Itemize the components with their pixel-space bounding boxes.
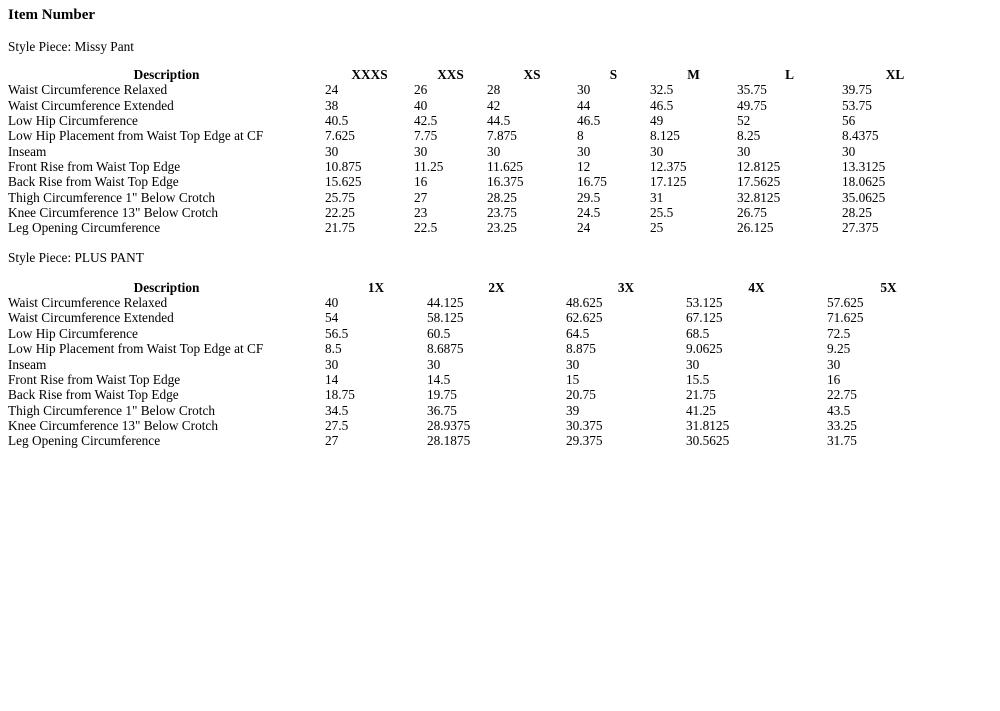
measurement-value: 62.625 [566, 310, 603, 326]
measurement-row [8, 205, 948, 220]
measurement-value: 26.125 [737, 220, 774, 236]
measurement-value: 41.25 [686, 402, 716, 418]
measurement-label: Low Hip Placement from Waist Top Edge at CF [8, 128, 264, 144]
measurement-value: 54 [325, 310, 339, 326]
measurement-label: Thigh Circumference 1" Below Crotch [8, 189, 216, 205]
measurement-value: 27.375 [842, 220, 879, 236]
measurement-value: 24 [577, 220, 591, 236]
measurement-label: Low Hip Circumference [8, 113, 138, 129]
measurement-row [8, 82, 948, 97]
size-column-header-5x: 5X [880, 279, 897, 295]
measurement-row [8, 128, 948, 143]
measurement-value: 18.75 [325, 387, 355, 403]
measurement-value: 24.5 [577, 205, 601, 221]
measurement-value: 16.375 [487, 174, 524, 190]
measurement-value: 49.75 [737, 97, 767, 113]
measurement-value: 28.9375 [427, 417, 471, 433]
measurement-value: 8.125 [650, 128, 680, 144]
measurement-value: 44.125 [427, 295, 464, 311]
measurement-label: Front Rise from Waist Top Edge [8, 371, 181, 387]
measurement-value: 64.5 [566, 325, 590, 341]
size-column-header-2x: 2X [488, 279, 505, 295]
measurement-label: Back Rise from Waist Top Edge [8, 387, 179, 403]
measurement-value: 13.3125 [842, 159, 886, 175]
measurement-value: 58.125 [427, 310, 464, 326]
measurement-value: 46.5 [577, 113, 601, 129]
measurement-label: Inseam [8, 356, 47, 372]
measurement-value: 22.25 [325, 205, 355, 221]
measurement-value: 28.25 [487, 189, 517, 205]
measurement-row [8, 326, 950, 341]
measurement-value: 24 [325, 82, 339, 98]
measurement-value: 21.75 [686, 387, 716, 403]
measurement-value: 39.75 [842, 82, 872, 98]
measurement-value: 8 [577, 128, 584, 144]
measurement-value: 68.5 [686, 325, 710, 341]
doc-title: Item Number [8, 7, 96, 23]
measurement-value: 14.5 [427, 371, 451, 387]
measurement-row [8, 341, 950, 356]
measurement-value: 34.5 [325, 402, 349, 418]
style-piece-label-plus: Style Piece: PLUS PANT [8, 249, 144, 265]
measurement-value: 11.25 [414, 159, 444, 175]
measurement-value: 15 [566, 371, 580, 387]
measurement-value: 27 [325, 433, 339, 449]
measurement-value: 42 [487, 97, 501, 113]
measurement-value: 67.125 [686, 310, 723, 326]
missy-pant-size-table [8, 67, 948, 236]
measurement-value: 12 [577, 159, 591, 175]
style-piece-label-missy: Style Piece: Missy Pant [8, 39, 134, 54]
size-header-row [8, 67, 948, 82]
measurement-row [8, 403, 950, 418]
description-column-header: Description [133, 279, 200, 295]
measurement-value: 53.125 [686, 295, 723, 311]
size-column-header-4x: 4X [748, 279, 765, 295]
measurement-value: 21.75 [325, 220, 355, 236]
measurement-value: 30.375 [566, 417, 603, 433]
measurement-value: 32.5 [650, 82, 674, 98]
measurement-value: 9.0625 [686, 341, 723, 357]
measurement-value: 17.5625 [737, 174, 781, 190]
measurement-value: 30 [686, 356, 700, 372]
measurement-value: 8.6875 [427, 341, 464, 357]
measurement-value: 46.5 [650, 97, 674, 113]
measurement-value: 40.5 [325, 113, 349, 129]
size-column-header-xxxs: XXXS [351, 67, 388, 82]
measurement-value: 71.625 [827, 310, 864, 326]
measurement-value: 19.75 [427, 387, 457, 403]
measurement-value: 22.5 [414, 220, 438, 236]
measurement-value: 23.25 [487, 220, 517, 236]
measurement-value: 8.875 [566, 341, 596, 357]
measurement-value: 26.75 [737, 205, 767, 221]
measurement-row [8, 433, 950, 448]
measurement-row [8, 98, 948, 113]
measurement-value: 30.5625 [686, 433, 730, 449]
size-column-header-1x: 1X [367, 279, 385, 295]
size-column-header-xl: XL [885, 67, 905, 82]
measurement-value: 35.75 [737, 82, 767, 98]
measurement-value: 7.625 [325, 128, 355, 144]
measurement-value: 27 [414, 189, 428, 205]
measurement-value: 29.375 [566, 433, 603, 449]
measurement-label: Inseam [8, 143, 47, 159]
measurement-value: 30 [414, 143, 428, 159]
measurement-value: 30 [487, 143, 501, 159]
measurement-value: 12.375 [650, 159, 687, 175]
measurement-value: 28.25 [842, 205, 872, 221]
measurement-value: 30 [577, 82, 591, 98]
measurement-value: 29.5 [577, 189, 601, 205]
measurement-row [8, 387, 950, 402]
measurement-label: Waist Circumference Relaxed [8, 295, 168, 311]
measurement-row [8, 159, 948, 174]
measurement-value: 16.75 [577, 174, 607, 190]
size-column-header-s: S [609, 67, 618, 82]
size-header-row [8, 280, 950, 295]
measurement-value: 57.625 [827, 295, 864, 311]
measurement-value: 25.75 [325, 189, 355, 205]
measurement-value: 11.625 [487, 159, 524, 175]
measurement-value: 12.8125 [737, 159, 781, 175]
measurement-label: Knee Circumference 13" Below Crotch [8, 205, 218, 221]
measurement-value: 72.5 [827, 325, 851, 341]
size-column-header-xs: XS [523, 67, 541, 82]
measurement-value: 30 [325, 143, 339, 159]
measurement-value: 44 [577, 97, 591, 113]
measurement-value: 10.875 [325, 159, 362, 175]
measurement-value: 14 [325, 371, 339, 387]
measurement-row [8, 144, 948, 159]
measurement-value: 31.8125 [686, 417, 730, 433]
measurement-value: 30 [577, 143, 591, 159]
size-column-header-xxs: XXS [437, 67, 464, 82]
measurement-value: 30 [325, 356, 339, 372]
measurement-label: Front Rise from Waist Top Edge [8, 159, 181, 175]
measurement-row [8, 174, 948, 189]
measurement-value: 36.75 [427, 402, 457, 418]
measurement-value: 8.5 [325, 341, 342, 357]
measurement-value: 56 [842, 113, 856, 129]
measurement-row [8, 418, 950, 433]
measurement-value: 33.25 [827, 417, 857, 433]
measurement-value: 27.5 [325, 417, 349, 433]
measurement-value: 18.0625 [842, 174, 886, 190]
size-column-header-l: L [785, 67, 794, 82]
measurement-value: 30 [427, 356, 441, 372]
measurement-value: 25 [650, 220, 664, 236]
measurement-value: 40 [414, 97, 428, 113]
measurement-row [8, 113, 948, 128]
measurement-label: Low Hip Placement from Waist Top Edge at CF [8, 341, 264, 357]
measurement-value: 30 [827, 356, 841, 372]
measurement-value: 20.75 [566, 387, 596, 403]
measurement-value: 25.5 [650, 205, 674, 221]
measurement-value: 28 [487, 82, 501, 98]
measurement-value: 15.5 [686, 371, 710, 387]
measurement-value: 15.625 [325, 174, 362, 190]
measurement-value: 30 [842, 143, 856, 159]
measurement-value: 16 [827, 371, 841, 387]
measurement-value: 23 [414, 205, 428, 221]
measurement-row [8, 310, 950, 325]
measurement-value: 22.75 [827, 387, 857, 403]
measurement-value: 16 [414, 174, 428, 190]
measurement-value: 52 [737, 113, 751, 129]
measurement-value: 23.75 [487, 205, 517, 221]
measurement-row [8, 357, 950, 372]
measurement-value: 44.5 [487, 113, 511, 129]
measurement-value: 30 [650, 143, 664, 159]
measurement-value: 30 [566, 356, 580, 372]
measurement-value: 26 [414, 82, 428, 98]
measurement-row [8, 220, 948, 235]
measurement-value: 56.5 [325, 325, 349, 341]
measurement-value: 49 [650, 113, 664, 129]
measurement-label: Waist Circumference Relaxed [8, 82, 168, 98]
measurement-label: Waist Circumference Extended [8, 310, 174, 326]
measurement-value: 40 [325, 295, 339, 311]
measurement-row [8, 190, 948, 205]
measurement-value: 31 [650, 189, 664, 205]
measurement-label: Low Hip Circumference [8, 325, 138, 341]
size-column-header-3x: 3X [617, 279, 635, 295]
measurement-value: 35.0625 [842, 189, 886, 205]
measurement-value: 32.8125 [737, 189, 781, 205]
measurement-value: 30 [737, 143, 751, 159]
measurement-value: 8.4375 [842, 128, 879, 144]
measurement-value: 8.25 [737, 128, 761, 144]
plus-pant-size-table [8, 280, 950, 449]
measurement-value: 17.125 [650, 174, 687, 190]
measurement-value: 7.75 [414, 128, 438, 144]
measurement-label: Knee Circumference 13" Below Crotch [8, 417, 218, 433]
measurement-label: Back Rise from Waist Top Edge [8, 174, 179, 190]
measurement-label: Leg Opening Circumference [8, 433, 161, 449]
measurement-value: 7.875 [487, 128, 517, 144]
measurement-label: Waist Circumference Extended [8, 97, 174, 113]
measurement-value: 48.625 [566, 295, 603, 311]
measurement-value: 42.5 [414, 113, 438, 129]
description-column-header: Description [133, 67, 200, 82]
measurement-value: 31.75 [827, 433, 857, 449]
measurement-value: 53.75 [842, 97, 872, 113]
measurement-value: 39 [566, 402, 580, 418]
size-column-header-m: M [687, 67, 700, 82]
measurement-label: Leg Opening Circumference [8, 220, 161, 236]
measurement-value: 9.25 [827, 341, 851, 357]
measurement-value: 43.5 [827, 402, 851, 418]
measurement-row [8, 295, 950, 310]
measurement-value: 60.5 [427, 325, 451, 341]
measurement-value: 38 [325, 97, 339, 113]
measurement-row [8, 372, 950, 387]
measurement-value: 28.1875 [427, 433, 471, 449]
measurement-label: Thigh Circumference 1" Below Crotch [8, 402, 216, 418]
